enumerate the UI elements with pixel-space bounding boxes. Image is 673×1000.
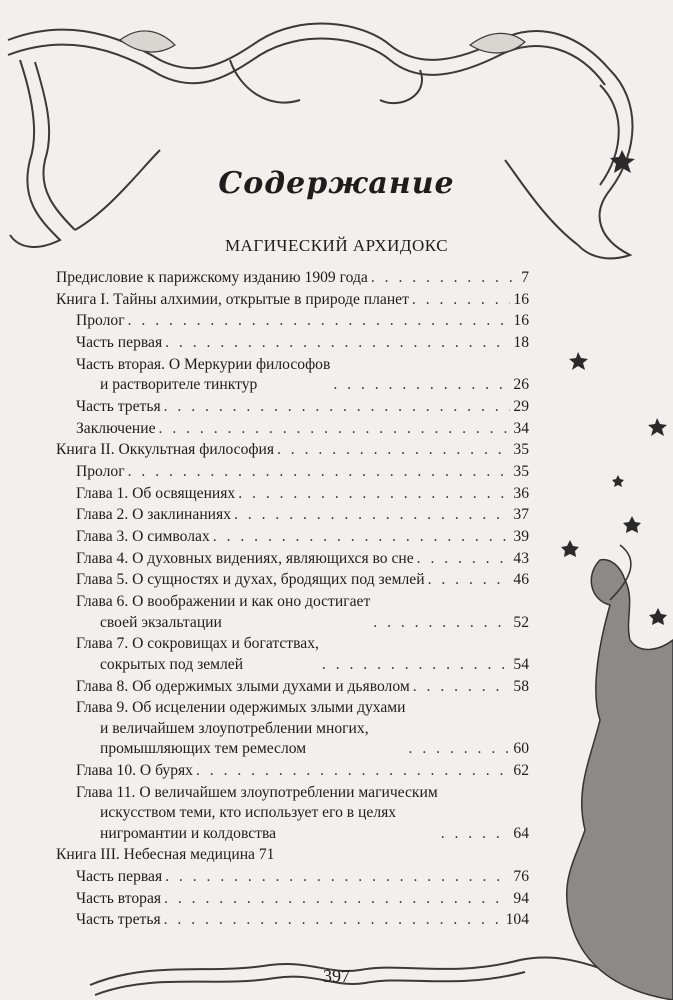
toc-page-number: 54 [513, 655, 529, 673]
toc-entry[interactable] [56, 462, 529, 483]
dot-leader [128, 462, 511, 483]
toc-page-number: 52 [513, 613, 529, 631]
section-subtitle: МАГИЧЕСКИЙ АРХИДОКС [224, 236, 449, 255]
toc-entry-title: Часть третья [76, 397, 161, 415]
toc-entry[interactable] [56, 845, 529, 866]
toc-entry-title: Глава 4. О духовных видениях, являющихся во сне [76, 549, 414, 567]
toc-page-number: 37 [513, 506, 529, 524]
dot-leader [412, 290, 511, 311]
toc-entry-title: Пролог [76, 312, 125, 330]
toc-page-number: 16 [513, 312, 529, 330]
dot-leader [165, 867, 510, 888]
toc-entry-title: Глава 8. Об одержимых злыми духами и дьяволом [76, 677, 410, 695]
dot-leader [196, 761, 510, 782]
toc-page-number: 60 [513, 740, 529, 758]
toc-entry-title-continued: и растворителе тинктур [100, 376, 258, 394]
toc-page-number: 43 [513, 549, 529, 567]
toc-entry[interactable] [56, 592, 529, 633]
toc-entry[interactable] [56, 484, 529, 505]
toc-page-number: 34 [513, 419, 529, 437]
toc-entry[interactable] [56, 268, 529, 289]
toc-page-number: 35 [513, 463, 529, 480]
toc-entry-title-continued: нигромантии и колдовства [100, 824, 277, 842]
toc-page-number: 62 [513, 761, 529, 779]
dot-leader [213, 527, 511, 548]
toc-entry-title: Глава 5. О сущностях и духах, бродящих под землей [76, 571, 425, 589]
dot-leader [128, 311, 511, 332]
toc-page-number: 64 [513, 824, 529, 842]
toc-entry-title: Часть первая [76, 867, 163, 885]
toc-entry[interactable] [56, 698, 529, 760]
dot-leader [277, 440, 510, 461]
toc-entry[interactable] [56, 549, 529, 570]
toc-entry[interactable] [56, 867, 529, 888]
toc-entry-title: Часть первая [76, 334, 163, 352]
toc-entry[interactable] [56, 677, 529, 698]
toc-entry-title-continued: своей экзальтации [100, 613, 222, 631]
page-title: Содержание [218, 166, 455, 201]
toc-entry[interactable] [56, 761, 529, 782]
toc-page-number: 46 [513, 571, 529, 589]
toc-entry-title: Книга I. Тайны алхимии, открытые в природе планет [56, 290, 409, 308]
table-of-contents [56, 268, 529, 932]
toc-entry-title: Часть вторая [76, 889, 162, 907]
dot-leader [373, 613, 510, 634]
toc-page-number: 26 [513, 376, 529, 394]
toc-entry-title: Глава 11. О величайшем злоупотреблении магическим [76, 783, 438, 801]
toc-entry-title: Глава 10. О бурях [76, 761, 193, 779]
toc-entry-title: Заключение [76, 419, 156, 437]
toc-entry-title: Пролог [76, 463, 125, 480]
toc-entry-title: Глава 2. О заклинаниях [76, 506, 231, 524]
dot-leader [441, 824, 511, 845]
dot-leader [164, 397, 511, 418]
toc-entry-title: Часть вторая. О Меркурии философов [76, 355, 331, 373]
toc-entry[interactable] [56, 440, 529, 461]
toc-page-number: 7 [521, 269, 529, 286]
toc-page-number: 94 [513, 889, 529, 907]
toc-entry[interactable] [56, 889, 529, 910]
toc-entry-title: Предисловие к парижскому изданию 1909 года [56, 269, 368, 286]
toc-entry[interactable] [56, 505, 529, 526]
toc-entry-title-continued: сокрытых под землей [100, 655, 244, 673]
toc-entry-title: Глава 7. О сокровищах и богатствах, [76, 635, 319, 653]
dot-leader [428, 570, 511, 591]
toc-entry-title-continued: искусством теми, кто использует его в целях [100, 804, 397, 822]
toc-page-number: 104 [505, 911, 529, 929]
toc-entry[interactable] [56, 527, 529, 548]
toc-entry[interactable] [56, 355, 529, 396]
dot-leader [164, 889, 510, 910]
dot-leader [164, 910, 503, 931]
toc-entry-title: Глава 3. О символах [76, 528, 210, 546]
toc-entry[interactable] [56, 311, 529, 332]
toc-entry-title: Глава 1. Об освящениях [76, 484, 236, 502]
dot-leader [333, 375, 510, 396]
toc-entry[interactable] [56, 290, 529, 311]
toc-entry-title: Глава 9. Об исцелении одержимых злыми духами [76, 699, 406, 717]
toc-entry-title: Книга II. Оккультная философия [56, 441, 274, 459]
toc-entry[interactable] [56, 910, 529, 931]
toc-page-number: 39 [513, 528, 529, 546]
page-number: 397 [323, 966, 350, 986]
dot-leader [165, 333, 510, 354]
toc-page-number: 35 [513, 441, 529, 459]
toc-entry[interactable] [56, 570, 529, 591]
toc-page-number: 18 [513, 334, 529, 352]
toc-page-number: 58 [513, 677, 529, 695]
toc-entry-title-continued: промышляющих тем ремеслом [100, 740, 307, 758]
toc-page-number: 29 [513, 397, 529, 415]
toc-entry-title-continued: и величайшем злоупотреблении многих, [100, 719, 369, 737]
toc-page-number: 76 [513, 867, 529, 885]
toc-entry[interactable] [56, 397, 529, 418]
toc-page-number: 36 [513, 484, 529, 502]
dot-leader [159, 419, 511, 440]
dot-leader [417, 549, 511, 570]
toc-entry-title: Часть третья [76, 911, 161, 929]
dot-leader [238, 484, 510, 505]
toc-entry-title: Книга III. Небесная медицина 71 [56, 846, 275, 864]
dot-leader [234, 505, 510, 526]
toc-entry[interactable] [56, 333, 529, 354]
toc-page-number: 16 [513, 290, 529, 308]
toc-entry-title: Глава 6. О воображении и как оно достигает [76, 593, 371, 611]
dot-leader [409, 739, 511, 760]
toc-entry[interactable] [56, 419, 529, 440]
dot-leader [322, 655, 511, 676]
toc-entry[interactable] [56, 783, 529, 845]
dot-leader [371, 268, 518, 289]
dot-leader [413, 677, 511, 698]
toc-entry[interactable] [56, 634, 529, 675]
